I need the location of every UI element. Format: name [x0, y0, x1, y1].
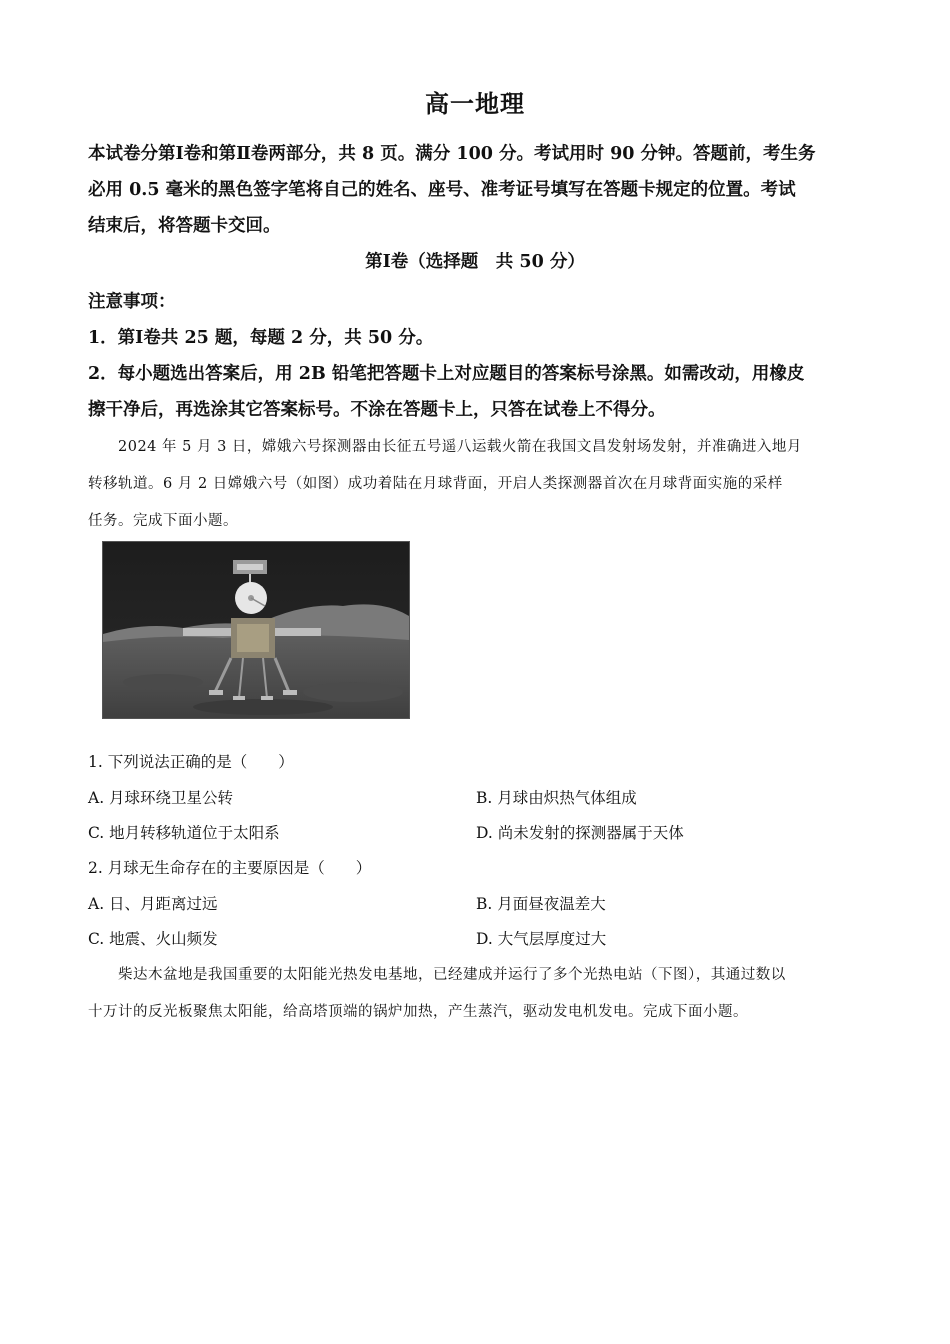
passage1-line-2: 转移轨道。6 月 2 日嫦娥六号（如图）成功着陆在月球背面，开启人类探测器首次在月球背面实施的采样	[88, 476, 783, 492]
passage1-line-3: 任务。完成下面小题。	[88, 513, 238, 529]
chang-e-6-lunar-photo	[102, 541, 410, 719]
q2-option-c[interactable]: C. 地震、火山频发	[88, 930, 218, 948]
notice-item-1: 1．第Ⅰ卷共 25 题，每题 2 分，共 50 分。	[88, 328, 434, 348]
q2-stem: 2. 月球无生命存在的主要原因是（ ）	[88, 859, 372, 877]
q2-option-b[interactable]: B. 月面昼夜温差大	[476, 895, 606, 913]
passage1-line-1: 2024 年 5 月 3 日，嫦娥六号探测器由长征五号遥八运载火箭在我国文昌发射场发射，并准确进入地月	[118, 439, 802, 455]
q1-option-a[interactable]: A. 月球环绕卫星公转	[88, 789, 234, 807]
q2-option-d[interactable]: D. 大气层厚度过大	[476, 930, 607, 948]
section-heading: 第Ⅰ卷（选择题 共 50 分）	[365, 252, 585, 272]
intro-line-2: 必用 0.5 毫米的黑色签字笔将自己的姓名、座号、准考证号填写在答题卡规定的位置。考试	[88, 180, 796, 200]
passage2-line-2: 十万计的反光板聚焦太阳能，给高塔顶端的锅炉加热，产生蒸汽，驱动发电机发电。完成下面小题。	[88, 1004, 748, 1020]
page-title: 高一地理	[425, 89, 525, 118]
notice-item-2-line-2: 擦干净后，再选涂其它答案标号。不涂在答题卡上，只答在试卷上不得分。	[88, 400, 666, 420]
q1-option-b[interactable]: B. 月球由炽热气体组成	[476, 789, 637, 807]
q1-option-d[interactable]: D. 尚未发射的探测器属于天体	[476, 824, 684, 842]
notice-item-2-line-1: 2．每小题选出答案后，用 2B 铅笔把答题卡上对应题目的答案标号涂黑。如需改动，用橡皮	[88, 364, 805, 384]
q1-stem: 1. 下列说法正确的是（ ）	[88, 753, 294, 771]
q2-option-a[interactable]: A. 日、月距离过远	[88, 895, 218, 913]
passage2-line-1: 柴达木盆地是我国重要的太阳能光热发电基地，已经建成并运行了多个光热电站（下图），其通过数以	[118, 967, 786, 983]
intro-line-1: 本试卷分第Ⅰ卷和第Ⅱ卷两部分，共 8 页。满分 100 分。考试用时 90 分钟。答题前，考生务	[88, 144, 816, 164]
notice-heading: 注意事项：	[88, 292, 176, 312]
intro-line-3: 结束后，将答题卡交回。	[88, 216, 281, 236]
q1-option-c[interactable]: C. 地月转移轨道位于太阳系	[88, 824, 280, 842]
